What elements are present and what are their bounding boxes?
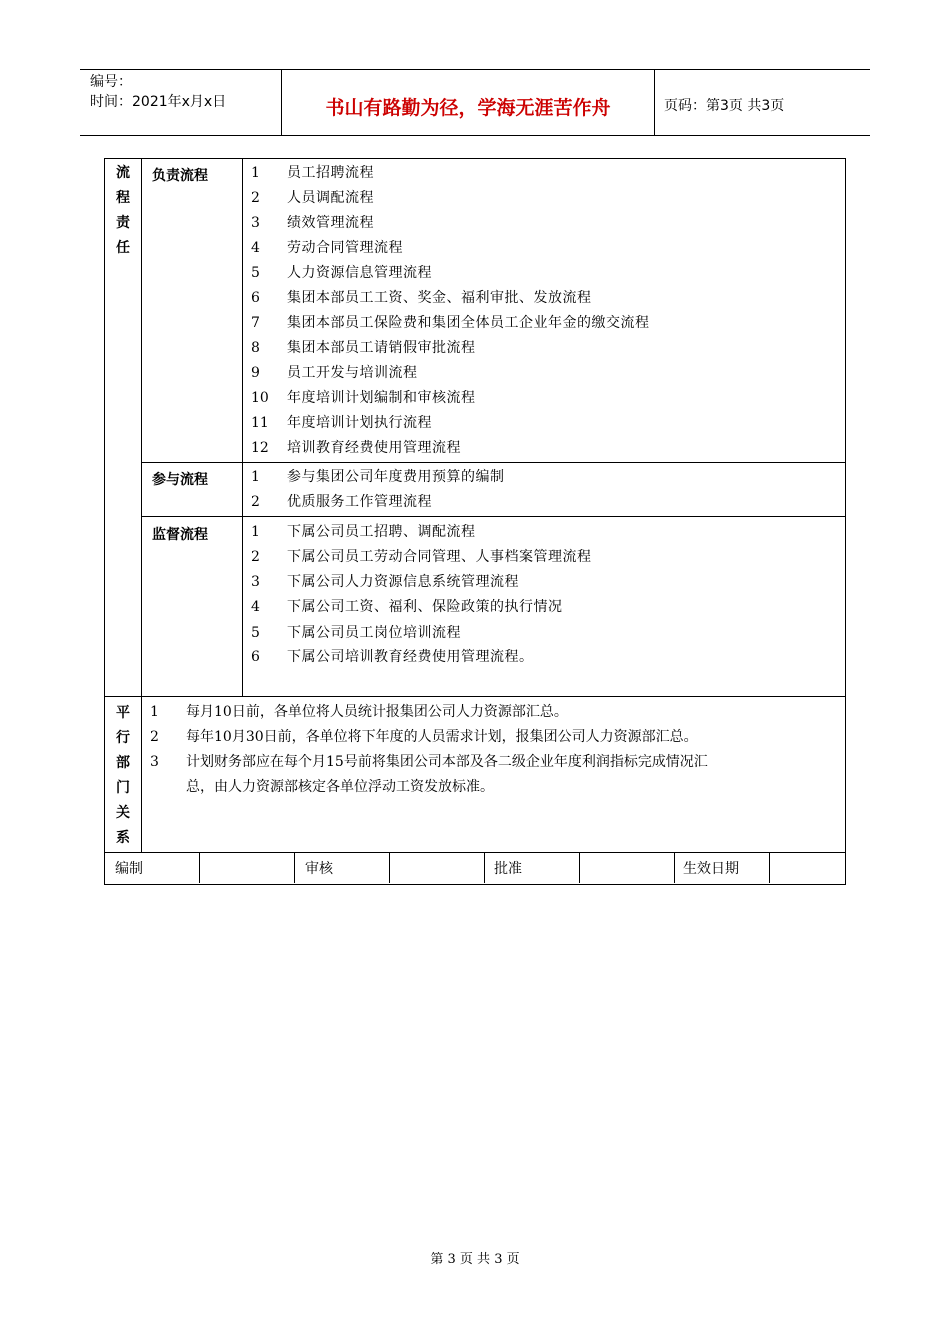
list-item: 3 下属公司人力资源信息系统管理流程	[251, 574, 519, 590]
list-item: 2 人员调配流程	[251, 190, 374, 206]
list-item: 7 集团本部员工保险费和集团全体员工企业年金的缴交流程	[251, 315, 650, 331]
list-item: 10 年度培训计划编制和审核流程	[251, 390, 476, 406]
compile-label: 编制	[115, 861, 143, 877]
signoff-col-divider	[389, 852, 390, 883]
list-item: 8 集团本部员工请销假审批流程	[251, 340, 476, 356]
table-col-divider	[141, 158, 142, 853]
list-item: 1 员工招聘流程	[251, 165, 374, 181]
list-item: 2 每年10月30日前，各单位将下年度的人员需求计划，报集团公司人力资源部汇总。	[150, 729, 698, 745]
header-top-rule	[80, 69, 870, 70]
page-number-label: 页码：第3页 共3页	[664, 98, 785, 114]
list-item: 11 年度培训计划执行流程	[251, 415, 432, 431]
table-col-divider	[242, 158, 243, 696]
table-row-divider	[141, 462, 845, 463]
participate-flows-label: 参与流程	[152, 472, 208, 488]
list-item-continuation: 总，由人力资源部核定各单位浮动工资发放标准。	[186, 779, 494, 795]
document-number-label: 编号：	[90, 74, 132, 90]
document-date-label: 时间：2021年x月x日	[90, 94, 227, 110]
supervise-flows-label: 监督流程	[152, 527, 208, 543]
list-item: 1 参与集团公司年度费用预算的编制	[251, 469, 505, 485]
list-item: 6 集团本部员工工资、奖金、福利审批、发放流程	[251, 290, 592, 306]
list-item: 4 下属公司工资、福利、保险政策的执行情况	[251, 599, 563, 615]
table-row-divider	[141, 516, 845, 517]
page-footer: 第 3 页 共 3 页	[430, 1252, 520, 1267]
list-item: 3 绩效管理流程	[251, 215, 374, 231]
list-item: 4 劳动合同管理流程	[251, 240, 403, 256]
signoff-col-divider	[484, 852, 485, 883]
table-row-divider	[104, 696, 845, 697]
approve-label: 批准	[494, 861, 522, 877]
table-row-divider	[104, 852, 845, 853]
signoff-col-divider	[769, 852, 770, 883]
list-item: 6 下属公司培训教育经费使用管理流程。	[251, 649, 534, 665]
signoff-col-divider	[674, 852, 675, 883]
list-item: 5 下属公司员工岗位培训流程	[251, 625, 461, 641]
flow-responsibility-label: 流 程 责 任	[116, 165, 130, 256]
list-item: 3 计划财务部应在每个月15号前将集团公司本部及各二级企业年度利润指标完成情况汇	[150, 754, 708, 770]
list-item: 1 下属公司员工招聘、调配流程	[251, 524, 476, 540]
list-item: 9 员工开发与培训流程	[251, 365, 418, 381]
parallel-relations-label: 平 行 部 门 关 系	[116, 705, 130, 846]
signoff-col-divider	[199, 852, 200, 883]
review-label: 审核	[305, 861, 333, 877]
signoff-col-divider	[294, 852, 295, 883]
list-item: 2 优质服务工作管理流程	[251, 494, 432, 510]
header-bottom-rule	[80, 135, 870, 136]
signoff-col-divider	[579, 852, 580, 883]
list-item: 5 人力资源信息管理流程	[251, 265, 432, 281]
list-item: 2 下属公司员工劳动合同管理、人事档案管理流程	[251, 549, 592, 565]
responsible-flows-label: 负责流程	[152, 168, 208, 184]
list-item: 12 培训教育经费使用管理流程	[251, 440, 461, 456]
header-divider-right	[654, 69, 655, 136]
motto-banner: 书山有路勤为径，学海无涯苦作舟	[325, 97, 611, 119]
list-item: 1 每月10日前，各单位将人员统计报集团公司人力资源部汇总。	[150, 704, 568, 720]
effective-date-label: 生效日期	[683, 861, 739, 877]
